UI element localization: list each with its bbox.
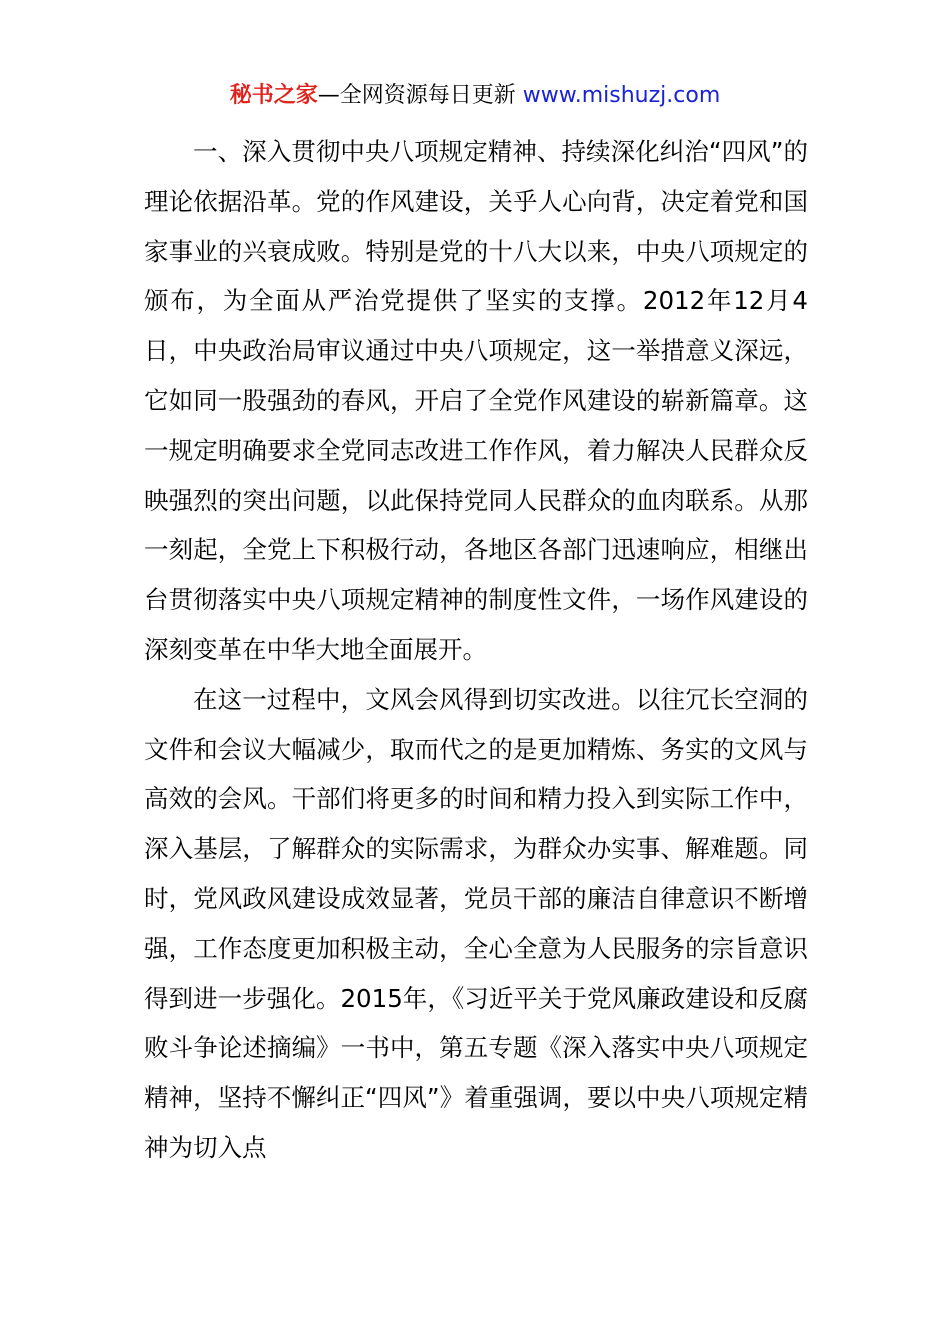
page-header — [0, 80, 950, 112]
document-body — [144, 127, 808, 1173]
site-url-link[interactable]: www.mishuzj.com — [522, 83, 721, 108]
brand-name: 秘书之家 — [229, 83, 318, 108]
header-tagline: —全网资源每日更新 — [317, 83, 516, 108]
paragraph-1: 一、深入贯彻中央八项规定精神、持续深化纠治“四风”的理论依据沿革。党的作风建设，关乎人心向背，决定着党和国家事业的兴衰成败。特别是党的十八大以来，中央八项规定的颁布，为全面从严治党提供了坚实的支撑。2012年12月4日，中央政治局审议通过中央八项规定，这一举措意义深远，它如同一股强劲的春风，开启了全党作风建设的崭新篇章。这一规定明确要求全党同志改进工作作风，着力解决人民群众反映强烈的突出问题，以此保持党同人民群众的血肉联系。从那一刻起，全党上下积极行动，各地区各部门迅速响应，相继出台贯彻落实中央八项规定精神的制度性文件，一场作风建设的深刻变革在中华大地全面展开。 — [144, 137, 808, 664]
paragraph-2: 在这一过程中，文风会风得到切实改进。以往冗长空洞的文件和会议大幅减少，取而代之的是更加精炼、务实的文风与高效的会风。干部们将更多的时间和精力投入到实际工作中，深入基层，了解群众的实际需求，为群众办实事、解难题。同时，党风政风建设成效显著，党员干部的廉洁自律意识不断增强，工作态度更加积极主动，全心全意为人民服务的宗旨意识得到进一步强化。2015年，《习近平关于党风廉政建设和反腐败斗争论述摘编》一书中，第五专题《深入落实中央八项规定精神，坚持不懈纠正“四风”》着重强调，要以中央八项规定精神为切入点 — [144, 684, 808, 1162]
